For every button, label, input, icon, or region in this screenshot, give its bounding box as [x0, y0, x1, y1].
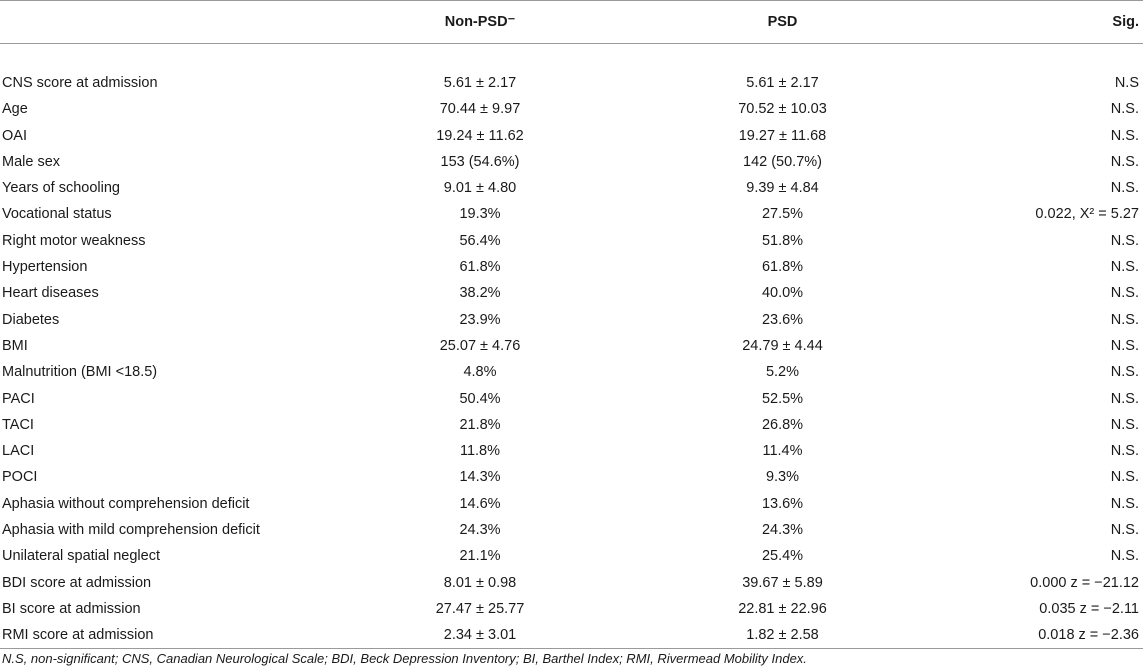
- cell-psd: 51.8%: [761, 232, 804, 249]
- table-row: [0, 412, 1143, 438]
- cell-variable: Heart diseases: [2, 285, 99, 302]
- cell-variable: BI score at admission: [2, 600, 141, 617]
- cell-non-psd: 19.24 ± 11.62: [436, 127, 524, 144]
- cell-non-psd: 21.8%: [459, 416, 501, 433]
- cell-non-psd: 5.61 ± 2.17: [443, 74, 517, 91]
- cell-sig: N.S.: [1110, 548, 1139, 565]
- table-row: [0, 569, 1143, 595]
- table-row: [0, 596, 1143, 622]
- cell-variable: Age: [2, 101, 28, 118]
- cell-variable: Right motor weakness: [2, 232, 146, 249]
- header-non-psd: Non-PSD⁻: [330, 1, 630, 44]
- cell-non-psd: 14.3%: [459, 469, 501, 486]
- cell-psd: 19.27 ± 11.68: [738, 127, 827, 144]
- cell-variable: Hypertension: [2, 259, 88, 276]
- cell-variable: TACI: [2, 416, 34, 433]
- cell-sig: N.S.: [1110, 495, 1139, 512]
- cell-psd: 23.6%: [761, 311, 804, 328]
- cell-non-psd: 4.8%: [463, 364, 497, 381]
- cell-variable: POCI: [2, 469, 38, 486]
- table-row: [0, 333, 1143, 359]
- cell-sig: 0.018 z = −2.36: [935, 622, 1143, 648]
- cell-variable: BMI: [2, 337, 28, 354]
- cell-sig: N.S.: [1110, 443, 1139, 460]
- cell-sig: N.S.: [1110, 469, 1139, 486]
- table-footnote: N.S, non-significant; CNS, Canadian Neurological Scale; BDI, Beck Depression Inventory; BI, Barthel Index; RMI, Rivermead Mobility Index.: [2, 651, 807, 666]
- table-body: [0, 44, 1143, 649]
- cell-sig: N.S.: [1110, 285, 1139, 302]
- table-row: [0, 122, 1143, 148]
- table-row: [0, 228, 1143, 254]
- table-row: [0, 517, 1143, 543]
- cell-sig: N.S.: [1110, 337, 1139, 354]
- cell-psd: 22.81 ± 22.96: [738, 600, 827, 617]
- cell-non-psd: 23.9%: [459, 311, 501, 328]
- table-row: [0, 464, 1143, 490]
- cell-sig: N.S.: [1110, 521, 1139, 538]
- cell-non-psd: 9.01 ± 4.80: [443, 180, 517, 197]
- cell-non-psd: 21.1%: [459, 548, 501, 565]
- cell-variable: CNS score at admission: [2, 74, 158, 91]
- cell-non-psd: 153 (54.6%): [440, 153, 520, 170]
- cell-sig: 0.022, X² = 5.27: [1035, 206, 1139, 223]
- cell-psd: 70.52 ± 10.03: [738, 101, 827, 118]
- cell-sig: N.S.: [1110, 101, 1139, 118]
- cell-psd: 61.8%: [761, 259, 804, 276]
- spacer-row: [0, 44, 1143, 70]
- cell-non-psd: 25.07 ± 4.76: [439, 337, 521, 354]
- cell-psd: 24.3%: [761, 521, 804, 538]
- cell-variable: Vocational status: [2, 206, 112, 223]
- cell-psd: 9.3%: [765, 469, 800, 486]
- table-row: [0, 70, 1143, 96]
- cell-sig: N.S.: [1110, 127, 1139, 144]
- cell-sig: N.S.: [1110, 311, 1139, 328]
- cell-sig: N.S: [1114, 74, 1139, 91]
- cell-psd: 25.4%: [761, 548, 804, 565]
- cell-non-psd: 11.8%: [459, 443, 501, 460]
- cell-psd: 27.5%: [761, 206, 804, 223]
- cell-non-psd: 8.01 ± 0.98: [443, 574, 517, 591]
- cell-psd: 26.8%: [761, 416, 804, 433]
- cell-variable: Aphasia without comprehension deficit: [2, 495, 250, 512]
- cell-variable: OAI: [2, 127, 27, 144]
- cell-non-psd: 2.34 ± 3.01: [330, 622, 630, 648]
- table-row: [0, 438, 1143, 464]
- cell-sig: N.S.: [1110, 232, 1139, 249]
- cell-variable: Male sex: [2, 153, 61, 170]
- header-variable: [0, 1, 330, 44]
- table-row: [0, 306, 1143, 332]
- cell-psd: 39.67 ± 5.89: [742, 574, 823, 591]
- cell-sig: N.S.: [1110, 180, 1139, 197]
- cell-variable: Years of schooling: [2, 180, 120, 197]
- cell-non-psd: 27.47 ± 25.77: [435, 600, 525, 617]
- table-row: [0, 254, 1143, 280]
- table-row: [0, 96, 1143, 122]
- cell-non-psd: 50.4%: [459, 390, 501, 407]
- table-row: [0, 280, 1143, 306]
- cell-variable: Malnutrition (BMI <18.5): [2, 364, 158, 381]
- cell-sig: N.S.: [1110, 416, 1139, 433]
- cell-psd: 5.61 ± 2.17: [746, 74, 819, 91]
- cell-variable: PACI: [2, 390, 35, 407]
- header-row: [0, 1, 1143, 44]
- table-row: [0, 175, 1143, 201]
- cell-sig: 0.035 z = −2.11: [1039, 600, 1139, 617]
- cell-non-psd: 24.3%: [459, 521, 501, 538]
- cell-sig: N.S.: [1110, 390, 1139, 407]
- cell-variable: Diabetes: [2, 311, 60, 328]
- table-row: [0, 543, 1143, 569]
- cell-variable: RMI score at admission: [0, 622, 330, 648]
- cell-sig: N.S.: [1110, 364, 1139, 381]
- cell-psd: 52.5%: [761, 390, 804, 407]
- table-row: [0, 622, 1143, 648]
- table-header: [0, 1, 1143, 44]
- header-psd: PSD: [630, 1, 935, 44]
- table-row: [0, 359, 1143, 385]
- table-row: [0, 491, 1143, 517]
- cell-sig: 0.000 z = −21.12: [1030, 574, 1139, 591]
- cell-non-psd: 70.44 ± 9.97: [439, 101, 521, 118]
- cell-psd: 1.82 ± 2.58: [630, 622, 935, 648]
- cell-psd: 142 (50.7%): [743, 153, 822, 170]
- cell-variable: LACI: [2, 443, 35, 460]
- cell-psd: 40.0%: [761, 285, 804, 302]
- cell-psd: 5.2%: [765, 364, 800, 381]
- cell-variable: Unilateral spatial neglect: [2, 548, 160, 565]
- cell-sig: N.S.: [1110, 153, 1139, 170]
- table-row: [0, 385, 1143, 411]
- cell-psd: 11.4%: [762, 443, 803, 460]
- cell-non-psd: 19.3%: [459, 206, 501, 223]
- cell-psd: 9.39 ± 4.84: [746, 180, 819, 197]
- cell-variable: BDI score at admission: [2, 574, 152, 591]
- cell-psd: 13.6%: [761, 495, 804, 512]
- cell-non-psd: 14.6%: [459, 495, 501, 512]
- cell-non-psd: 56.4%: [459, 232, 501, 249]
- cell-variable: Aphasia with mild comprehension deficit: [2, 521, 260, 538]
- header-sig: Sig.: [935, 1, 1143, 44]
- cell-non-psd: 38.2%: [459, 285, 501, 302]
- cell-psd: 24.79 ± 4.44: [742, 337, 823, 354]
- cell-non-psd: 61.8%: [459, 259, 501, 276]
- table-row: [0, 201, 1143, 227]
- table-row: [0, 149, 1143, 175]
- cell-sig: N.S.: [1110, 259, 1139, 276]
